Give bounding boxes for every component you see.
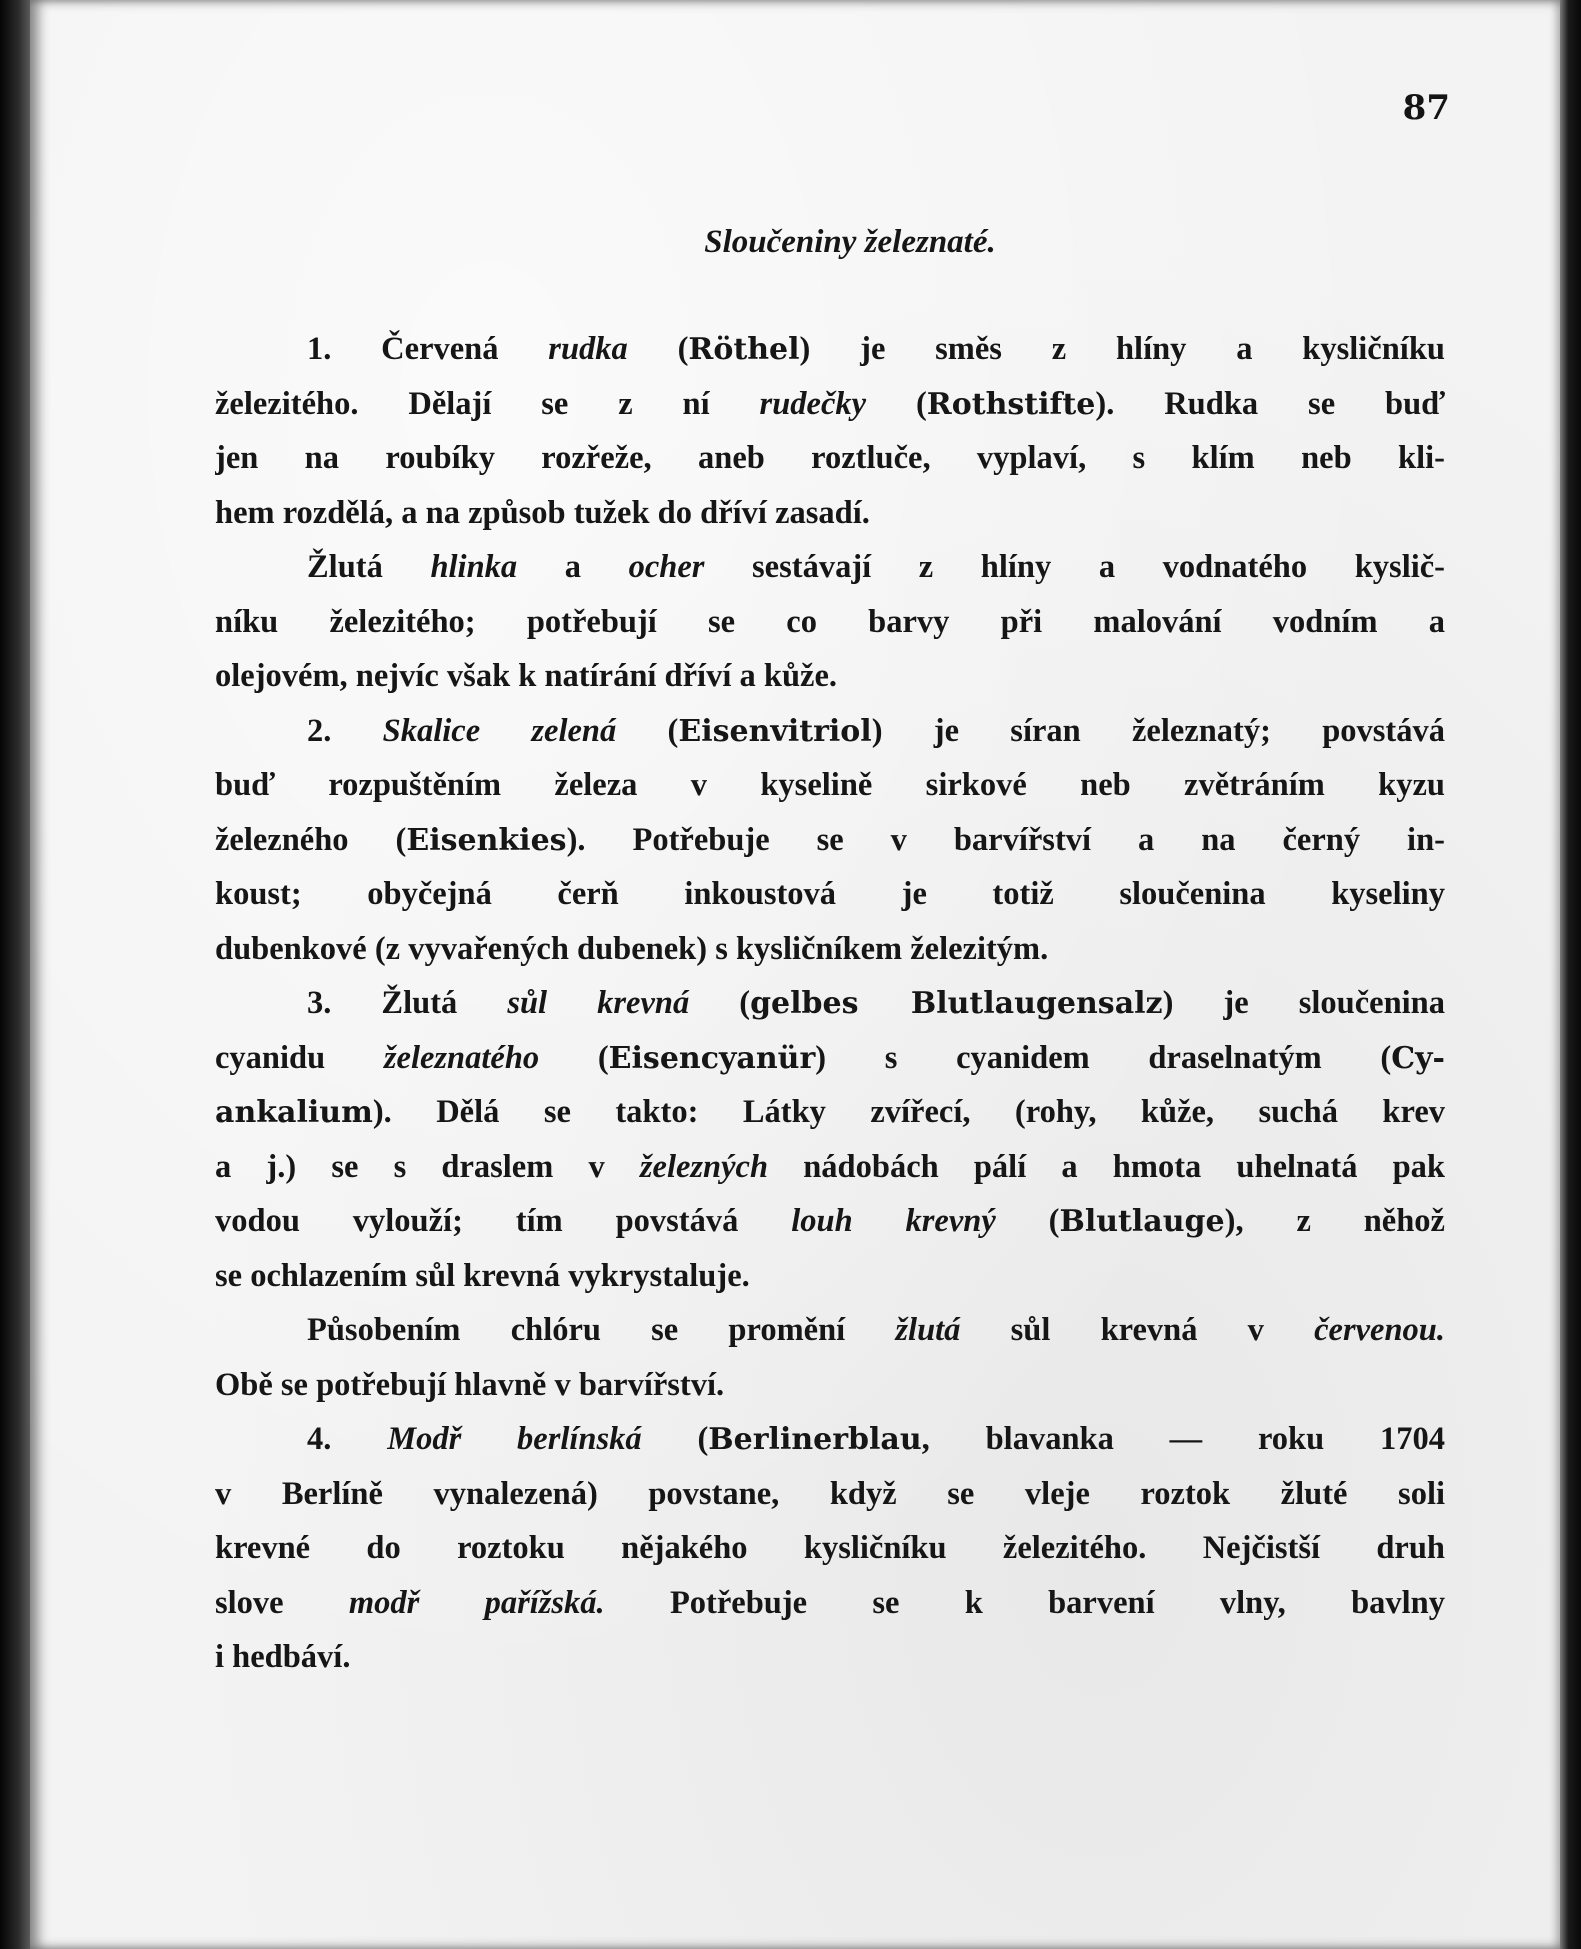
text-run: ) je směs z hlíny a kysličníku [799,331,1445,367]
text-run: ) je sloučenina [1162,985,1445,1021]
text-run: ). Rudka se buď [1095,385,1445,422]
italic-term: ocher [628,549,705,585]
text-run: ) je síran železnatý; povstává [871,712,1445,749]
text-run: buď rozpuštěním železa v kyselině sirkové neb zvětráním kyzu [215,767,1445,803]
text-run: a [517,549,629,585]
text-block [215,215,1445,1685]
text-run: ( [995,1203,1060,1239]
text-run: cyanidu [215,1039,384,1076]
section-heading: Sloučeniny železnaté. [704,224,996,260]
italic-term: hlinka [430,549,518,585]
text-run: ( [616,712,679,749]
italic-term: žlutá [895,1312,961,1348]
text-line [215,322,1445,377]
text-run: 1. Červená [307,331,549,367]
text-run: ( [689,985,751,1021]
text-run: ). Potřebuje se v barvířství a na černý in- [566,821,1445,858]
text-line [215,1085,1445,1140]
text-line [215,1630,1445,1685]
text-run: nádobách pálí a hmota uhelnatá pak [768,1148,1445,1185]
text-run: ( [641,1421,709,1457]
text-line [215,813,1445,868]
text-run: ), z něhož [1224,1203,1445,1239]
text-line [215,1358,1445,1413]
text-run: se ochlazením sůl krevná vykrystaluje. [215,1257,750,1294]
text-line [215,486,1445,541]
text-line [215,1249,1445,1304]
text-run: hem rozdělá, a na způsob tužek do dříví zasadí. [215,494,870,531]
text-line [215,377,1445,432]
text-run: jen na roubíky rozřeže, aneb roztluče, vyplaví, s klím neb kli- [215,440,1445,476]
body-lines [215,322,1445,1685]
left-page-edge [0,0,30,1949]
text-line [215,867,1445,922]
text-run: Žlutá [307,549,431,585]
text-run: 2. [307,712,383,749]
italic-term: modř pařížská. [348,1584,605,1621]
german-term: ankalium [215,1095,373,1130]
text-line [215,1412,1445,1467]
text-run: koust; obyčejná čerň inkoustová je totiž sloučenina kyseliny [215,876,1445,912]
text-run: v Berlíně vynalezená) povstane, když se vleje roztok žluté soli [215,1475,1445,1512]
italic-term: Modř berlínská [387,1421,642,1457]
text-run: slove [215,1584,349,1621]
text-run: 4. [307,1421,388,1457]
text-line [215,1194,1445,1249]
german-term: gelbes Blutlaugensalz [750,986,1163,1021]
text-run: ). Dělá se takto: Látky zvířecí, (rohy, kůže, suchá krev [372,1094,1445,1130]
text-line [215,976,1445,1031]
text-run: i hedbáví. [215,1639,351,1675]
text-line [215,595,1445,650]
italic-term: rudka [548,331,628,367]
italic-term: červenou. [1314,1312,1445,1348]
text-run: a j.) se s draslem v [215,1148,640,1185]
text-line [215,1576,1445,1631]
italic-term: sůl krevná [507,985,690,1021]
text-run: sestávají z hlíny a vodnatého kyslič- [704,549,1445,585]
text-line [215,1303,1445,1358]
german-term: Eisencyanür [608,1040,816,1076]
text-run: Potřebuje se k barvení vlny, bavlny [604,1584,1445,1621]
text-line [215,922,1445,977]
text-line [215,1521,1445,1576]
german-term: Röthel [688,332,800,367]
text-run: níku železitého; potřebují se co barvy při malování vodním a [215,603,1445,640]
italic-term: Skalice zelená [382,712,617,749]
text-run: ( [627,331,689,367]
german-term: Blutlauge [1059,1204,1225,1239]
italic-term: železnatého [383,1039,540,1076]
text-line [215,431,1445,486]
text-run: železitého. Dělají se z ní [215,385,760,422]
right-page-edge [1560,0,1581,1949]
text-line [215,649,1445,704]
text-run: 3. Žlutá [307,985,508,1021]
text-run: ( [539,1039,609,1076]
text-run: krevné do roztoku nějakého kysličníku železitého. Nejčistší druh [215,1530,1445,1566]
page-number: 87 [1402,88,1450,128]
italic-term: rudečky [759,385,867,422]
text-run: sůl krevná v [960,1312,1315,1348]
text-line [215,758,1445,813]
text-run: Působením chlóru se promění [307,1312,896,1348]
text-run: , blavanka — roku 1704 [921,1421,1445,1457]
german-term: Berlinerblau [708,1422,922,1457]
text-line [215,1140,1445,1195]
italic-term: železných [639,1148,769,1185]
german-term: Eisenvitriol [678,713,872,749]
text-line [215,704,1445,759]
german-term: Eisenkies [406,822,567,858]
text-run: olejovém, nejvíc však k natírání dříví a kůže. [215,658,837,694]
text-line [215,1031,1445,1086]
text-run: vodou vylouží; tím povstává [215,1203,792,1239]
text-run: ( [866,385,927,422]
text-run: Obě se potřebují hlavně v barvířství. [215,1366,725,1403]
text-run: železného ( [215,821,407,858]
text-run: ) s cyanidem draselnatým ( [815,1039,1392,1076]
text-line [215,540,1445,595]
german-term: Rothstifte [926,386,1096,422]
italic-term: louh krevný [791,1203,996,1239]
text-run: dubenkové (z vyvařených dubenek) s kysličníkem železitým. [215,930,1049,967]
german-term: Cy- [1391,1040,1445,1076]
text-line [215,1467,1445,1522]
